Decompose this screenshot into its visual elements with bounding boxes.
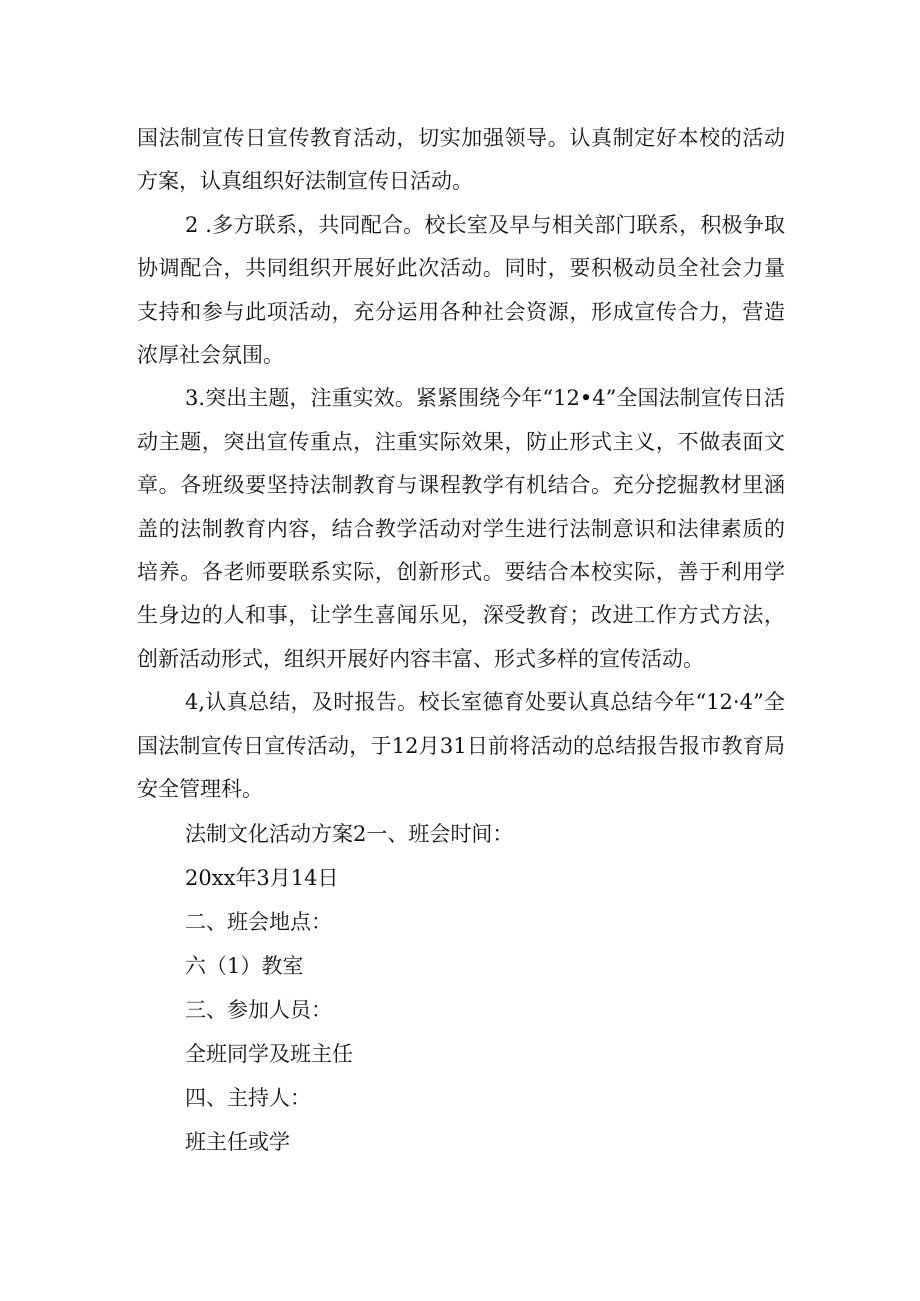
plan-value-participants: 全班同学及班主任	[185, 1041, 353, 1066]
plan-heading-participants: 三、参加人员：	[185, 997, 332, 1022]
plan-heading-location: 二、班会地点：	[185, 909, 332, 934]
plan-heading-time: 法制文化活动方案2一、班会时间：	[185, 821, 514, 846]
plan-value-date: 20xx年3月14日	[185, 865, 339, 890]
paragraph-leadership: 国法制宣传日宣传教育活动，切实加强领导。认真制定好本校的活动方案，认真组织好法制宣传日活动。	[137, 126, 785, 194]
plan-value-host: 班主任或学	[185, 1129, 290, 1154]
paragraph-cooperation: 2 .多方联系，共同配合。校长室及早与相关部门联系，积极争取协调配合，共同组织开展好此次活动。同时，要积极动员全社会力量支持和参与此项活动，充分运用各种社会资源，形成宣传合力，营造浓厚社会氛围。	[137, 212, 785, 368]
plan-heading-host: 四、主持人：	[185, 1085, 311, 1110]
paragraph-theme: 3.突出主题，注重实效。紧紧围绕今年“12•4”全国法制宣传日活动主题，突出宣传重点，注重实际效果，防止形式主义，不做表面文章。各班级要坚持法制教育与课程教学有机结合。充分挖掘教材里涵盖的法制教育内容，结合教学活动对学生进行法制意识和法律素质的培养。各老师要联系实际，创新形式。要结合本校实际，善于利用学生身边的人和事，让学生喜闻乐见，深受教育；改进工作方式方法，创新活动形式，组织开展好内容丰富、形式多样的宣传活动。	[137, 386, 785, 671]
plan-value-classroom: 六（1）教室	[185, 953, 304, 978]
paragraph-summary: 4,认真总结，及时报告。校长室德育处要认真总结今年“12·4”全国法制宣传日宣传活动，于12月31日前将活动的总结报告报市教育局安全管理科。	[137, 690, 785, 802]
